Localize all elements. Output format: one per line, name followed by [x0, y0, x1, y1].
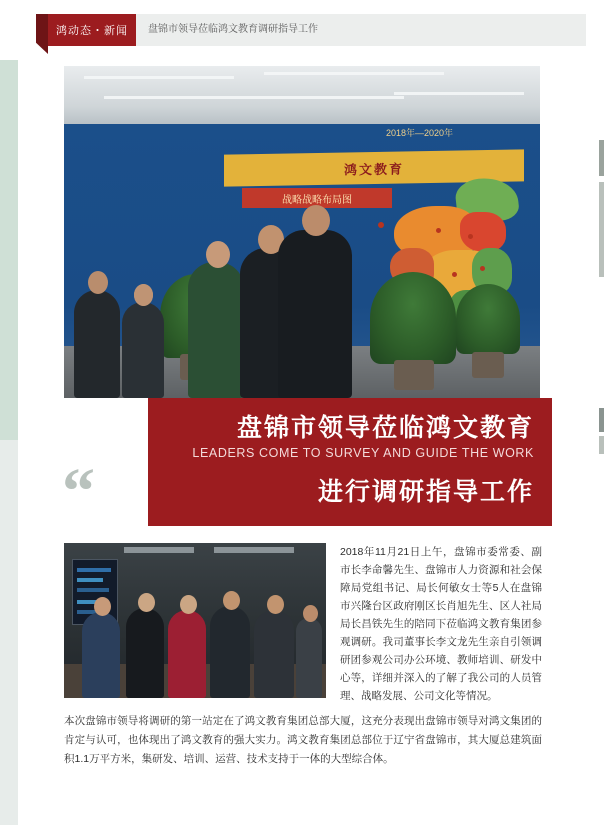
body-paragraph-right: 2018年11月21日上午，盘锦市委常委、副市长李命馨先生、盘锦市人力资源和社会保障局党组书记、局长何敏女士等5人在盘锦市兴隆台区政府刚区长肖旭先生、区人社局局长昌铁先生的陪同下莅临鸿文教育集团参观调研。我司董事长李文龙先生亲自引领调研团参观公司办公环境、教师培训、研发中心等，详细并深入的了解了我公司的人员管理、战略发展、公司文化等情况。 — [340, 546, 542, 702]
right-edge-mark-3 — [599, 408, 604, 432]
left-accent-band-green — [0, 60, 18, 440]
body-paragraph-bottom: 本次盘锦市领导将调研的第一站定在了鸿文教育集团总部大厦，这充分表现出盘锦市领导对鸿文集团的肯定与认可，也体现出了鸿文教育的强大实力。鸿文教育集团总部位于辽宁省盘锦市，其大厦总建筑面积1.1万平方米，集研发、培训、运营、技术支持于一体的大型综合体。 — [64, 715, 542, 765]
hero-banner-years: 2018年—2020年 — [386, 128, 454, 138]
page-title: 盘锦市领导莅临鸿文教育 — [236, 414, 534, 442]
right-edge-mark-1 — [599, 140, 604, 176]
right-edge-mark-4 — [599, 436, 604, 454]
hero-banner-main: 鸿文教育 — [224, 149, 524, 186]
article-title-block — [148, 398, 552, 526]
page-subtitle: 进行调研指导工作 — [317, 478, 534, 506]
hero-ceiling — [64, 66, 540, 124]
section-ribbon: 鸿动态・新闻 — [48, 14, 136, 46]
secondary-photo — [64, 543, 326, 698]
left-accent-band-top — [0, 0, 18, 60]
right-edge-mark-2 — [599, 182, 604, 277]
hero-banner-sub: 战略战略布局图 — [242, 188, 392, 208]
ribbon-tail — [36, 14, 48, 54]
hero-people-group — [64, 208, 540, 398]
breadcrumb: 盘锦市领导莅临鸿文教育调研指导工作 — [148, 24, 318, 35]
quote-mark: “ — [62, 455, 95, 528]
page-title-english: LEADERS COME TO SURVEY AND GUIDE THE WORK — [192, 446, 534, 460]
hero-photo — [64, 66, 540, 398]
